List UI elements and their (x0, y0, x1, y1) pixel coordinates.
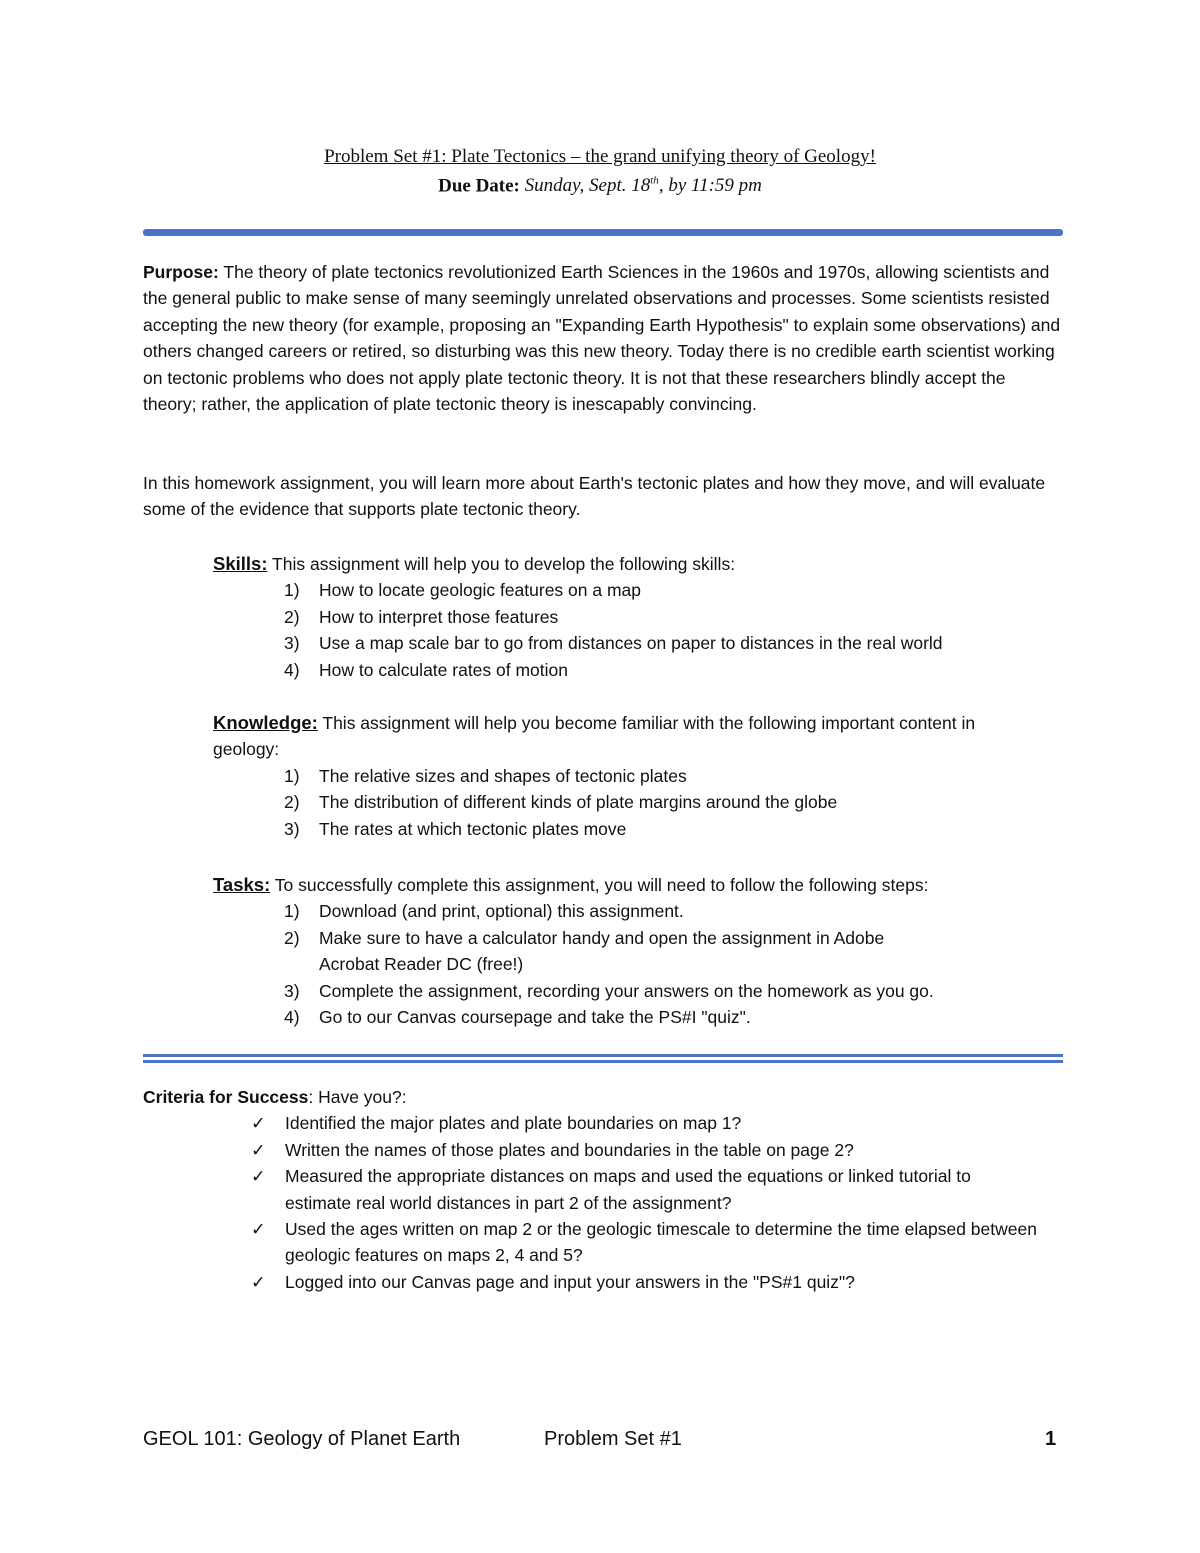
due-date-line (0, 175, 1200, 197)
skills-intro: This assignment will help you to develop the following skills: (267, 554, 736, 574)
list-item: 2) The distribution of different kinds of plate margins around the globe (284, 792, 838, 813)
criteria-section (143, 1084, 1063, 1295)
due-date-superscript: th (650, 175, 659, 187)
due-date-value: Sunday, Sept. 18th, by 11:59 pm (524, 175, 762, 197)
footer-page-number: 1 (1045, 1428, 1057, 1450)
tasks-section (213, 872, 1063, 1030)
knowledge-section (213, 710, 993, 842)
document-title: Problem Set #1: Plate Tectonics – the grand unifying theory of Geology! (324, 146, 876, 167)
tasks-label: Tasks: (213, 874, 271, 895)
criteria-list (143, 1110, 1063, 1295)
knowledge-heading-line (213, 710, 993, 763)
criteria-label: Criteria for Success (143, 1087, 309, 1107)
checkmark-icon: ✓ (251, 1219, 266, 1240)
list-item: 1) The relative sizes and shapes of tectonic plates (284, 765, 687, 786)
list-item: ✓ Measured the appropriate distances on maps and used the equations or linked tutorial to estimate real world distances in part 2 of the assignment? (143, 1163, 1063, 1216)
list-item: ✓ Identified the major plates and plate boundaries on map 1? (143, 1110, 1063, 1136)
knowledge-label: Knowledge: (213, 712, 318, 733)
checkmark-icon: ✓ (251, 1166, 266, 1187)
purpose-text: The theory of plate tectonics revolutionized Earth Sciences in the 1960s and 1970s, allowing scientists and the general public to make sense of many seemingly unrelated observations and processes. Some scientists resisted accepting the new theory (for example, proposing an "Expanding Earth Hypothesis" to explain some observations) and others changed careers or retired, so disturbing was this new theory. Today there is no credible earth scientist working on tectonic problems who does not apply plate tectonic theory. It is not that these researchers blindly accept the theory; rather, the application of plate tectonic theory is inescapably convincing. (143, 262, 1061, 415)
checkmark-icon: ✓ (251, 1113, 266, 1134)
skills-section (213, 551, 1063, 683)
list-item: 3) Complete the assignment, recording your answers on the homework as you go. (284, 980, 934, 1001)
intro-paragraph: In this homework assignment, you will learn more about Earth's tectonic plates and how they move, and will evaluate some of the evidence that supports plate tectonic theory. (143, 473, 1046, 520)
list-item: ✓ Logged into our Canvas page and input your answers in the "PS#1 quiz"? (143, 1269, 1063, 1295)
skills-label: Skills: (213, 553, 268, 574)
footer-course: GEOL 101: Geology of Planet Earth (143, 1428, 461, 1450)
list-item: 1) How to locate geologic features on a map (284, 580, 641, 601)
checkmark-icon: ✓ (251, 1271, 266, 1292)
criteria-heading-line (143, 1084, 1063, 1110)
list-item: 4) How to calculate rates of motion (284, 659, 569, 680)
purpose-paragraph (143, 259, 1063, 417)
section-divider-bottom (143, 1060, 1063, 1063)
knowledge-list (213, 763, 993, 842)
list-item: 1) Download (and print, optional) this assignment. (284, 901, 684, 922)
knowledge-intro: This assignment will help you become familiar with the following important content in geology: (213, 713, 976, 760)
list-item: ✓ Used the ages written on map 2 or the geologic timescale to determine the time elapsed between geologic features on maps 2, 4 and 5? (143, 1216, 1063, 1269)
purpose-label: Purpose: (143, 262, 219, 282)
list-item: ✓ Written the names of those plates and boundaries in the table on page 2? (143, 1137, 1063, 1163)
tasks-heading-line (213, 872, 1063, 898)
skills-list (213, 577, 1063, 683)
tasks-intro: To successfully complete this assignment, you will need to follow the following steps: (270, 875, 929, 895)
checkmark-icon: ✓ (251, 1139, 266, 1160)
list-item: 2) Make sure to have a calculator handy and open the assignment in Adobe Acrobat Reader DC (free!) (284, 927, 885, 975)
list-item: 3) The rates at which tectonic plates move (284, 818, 627, 839)
list-item: 2) How to interpret those features (284, 606, 559, 627)
due-date-label: Due Date: (438, 175, 520, 197)
footer-problem-set: Problem Set #1 (544, 1428, 682, 1450)
criteria-intro: : Have you?: (308, 1087, 407, 1107)
skills-heading-line (213, 551, 1063, 577)
tasks-list (213, 898, 1063, 1030)
header-divider (143, 229, 1063, 236)
list-item: 3) Use a map scale bar to go from distances on paper to distances in the real world (284, 633, 943, 654)
section-divider-top (143, 1054, 1063, 1057)
list-item: 4) Go to our Canvas coursepage and take the PS#I "quiz". (284, 1007, 751, 1028)
